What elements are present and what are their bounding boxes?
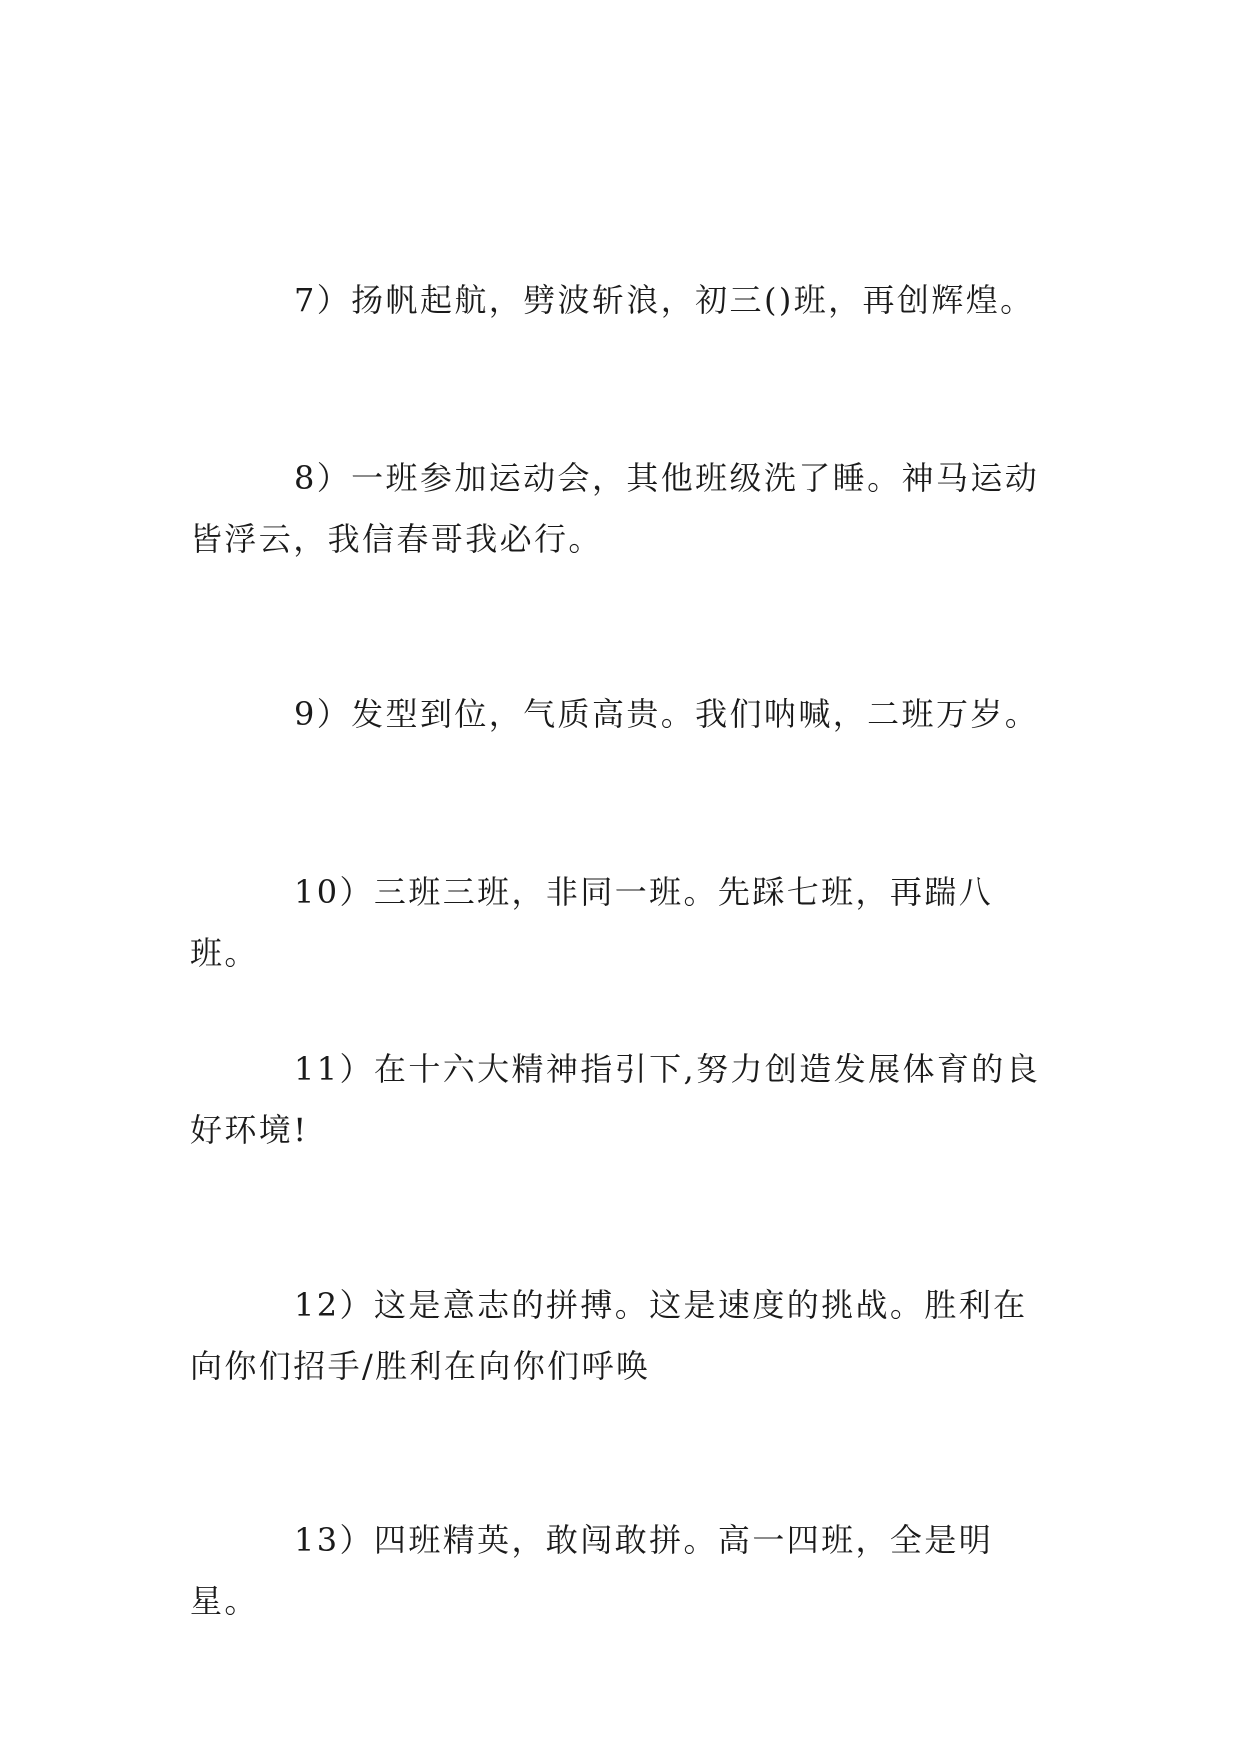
paragraph-8: 8）一班参加运动会，其他班级洗了睡。神马运动皆浮云，我信春哥我必行。 bbox=[190, 459, 1040, 558]
paragraph-11: 11）在十六大精神指引下,努力创造发展体育的良好环境! bbox=[190, 1050, 1041, 1149]
paragraph-12: 12）这是意志的拼搏。这是速度的挑战。胜利在向你们招手/胜利在向你们呼唤 bbox=[190, 1286, 1028, 1385]
paragraph-13: 13）四班精英，敢闯敢拼。高一四班，全是明星。 bbox=[190, 1521, 994, 1620]
paragraph-7: 7）扬帆起航，劈波斩浪，初三()班，再创辉煌。 bbox=[294, 281, 1035, 319]
paragraph-10: 10）三班三班，非同一班。先踩七班，再踹八班。 bbox=[190, 873, 994, 972]
paragraph-9: 9）发型到位，气质高贵。我们呐喊，二班万岁。 bbox=[294, 695, 1040, 733]
